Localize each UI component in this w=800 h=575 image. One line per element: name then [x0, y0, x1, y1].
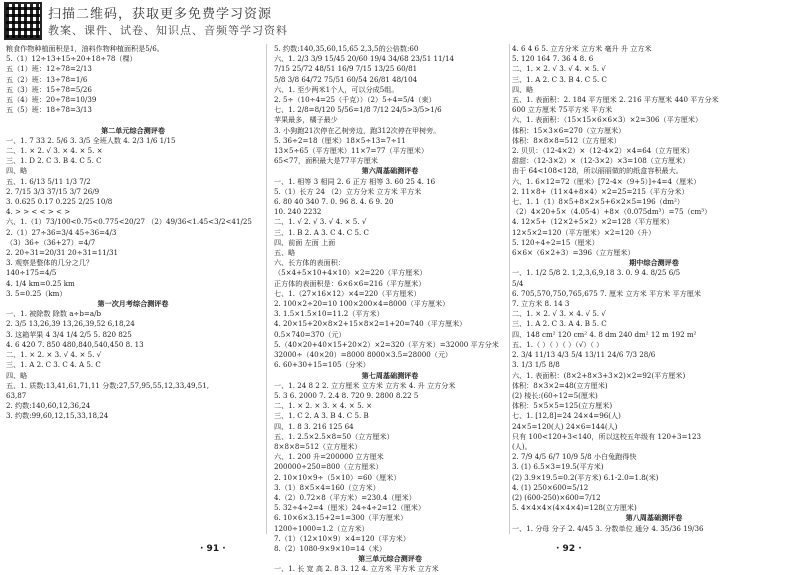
answer-line: 4. 12×5+（12×2+5×2）×2=128（平方厘米） — [512, 217, 674, 227]
section-heading: 第七周基础测评卷 — [361, 370, 419, 380]
answer-line: 四、略 — [6, 166, 28, 176]
answer-line: 24×5=120(人) 24×6=144(人) — [512, 421, 618, 431]
answer-line: 2. 7/15 3/3 37/15 3/7 26/9 — [6, 186, 100, 196]
answer-line: 2. 11×8+（11×4+8×4）×2=25=215（平方分米） — [512, 186, 689, 196]
answer-line: 一、1. 被除数 除数 a÷b=a/b — [6, 309, 102, 319]
answer-line: 8.（2）1080-9×9×10=14（米） — [274, 543, 387, 553]
section-heading: 第六周基础测评卷 — [361, 166, 419, 176]
answer-line: 8×8×8=512（立方厘米） — [274, 441, 362, 451]
answer-line: 三、1. A 2. C 3. A 4. B 5. C — [512, 319, 607, 329]
section-heading: 期中综合测评卷 — [629, 258, 679, 268]
answer-line: 13×5÷65（平方厘米）11×7=77（平方厘米） — [274, 146, 429, 156]
answer-line: 5. 120 164 7. 36 4 8. 6 — [512, 54, 594, 64]
answer-line: 0.5×740=370（元） — [274, 329, 346, 339]
answer-line: 只有 100<120+3<140，所以这校五年级有 120+3=123 — [512, 431, 701, 441]
answer-line: 10. 240 2232 — [274, 207, 322, 217]
answer-line: 一、1. 7 33 2. 5/6 3. 3/5 全班人数 4. 2/3 1/6 1/15 — [6, 135, 176, 145]
answer-line — [6, 115, 260, 125]
qr-code-icon — [4, 2, 42, 40]
answer-line: 六、1. 2/3 3/9 15/45 20/60 19/4 34/68 23/51 11/14 — [274, 54, 454, 64]
answer-line: 六、1. 表面积：(8×2+8×3+3×2)×2=92(平方厘米) — [512, 370, 686, 380]
answer-line: 三、1. A 2. C 3. B 4. C 5. C — [512, 74, 607, 84]
answer-line: 四、1. 8 3. 216 125 64 — [274, 421, 354, 431]
answer-line: 五、1.（ ）（ ）（ ）（√）（ ） — [512, 339, 604, 349]
answer-line: 3. 小狗跑21次停在乙树旁边，跑312次停在甲树旁。 — [274, 125, 441, 135]
answer-line: 二、1. × 2. × 3. × 4. × 5. × — [274, 401, 373, 411]
header-title: 扫描二维码，获取更多免费学习资源 — [48, 7, 273, 22]
page-number-left: · 91 · — [200, 544, 226, 554]
answer-line: 2. 3/4 11/13 4/3 5/4 13/11 24/6 7/3 28/6 — [512, 350, 656, 360]
column-divider — [509, 44, 510, 534]
answer-line: 5/8 3/8 64/72 75/51 60/54 26/81 48/104 — [274, 74, 418, 84]
answer-line: 5.（1）长方 24 （2）立方分米 立方米 平方米 — [274, 186, 422, 196]
answer-line: 3. 0.625 0.17 0.225 2/25 10/8 — [6, 197, 113, 207]
answer-line: 3. 1/3 1/5 8/8 — [512, 360, 560, 370]
answer-line: 由于 64<108<128，所以丽丽做的的纸盒容积最大。 — [512, 166, 683, 176]
answer-line: 1200÷1000=1.2（立方米） — [274, 523, 369, 533]
answer-line: 体积：8×8×8=512（立方厘米） — [512, 135, 621, 145]
answer-line: 四、前面 左面 上面 — [274, 237, 336, 247]
answer-column-right — [512, 44, 796, 544]
answer-line: 3. (1) 6.5×3=19.5(平方米) — [512, 462, 604, 472]
answer-line: 6. 705,570,750,765,675 7. 厘米 立方米 平方米 平方厘米 — [512, 288, 701, 298]
answer-line: 一、1. 长 宽 高 2. 8 3. 12 4. 立方米 平方米 立方米 — [274, 564, 439, 574]
answer-line: 二、1. × 2. × 3. √ 4. × 5. √ — [6, 350, 102, 360]
answer-line: 5/4 — [512, 278, 524, 288]
answer-line: 六、1.（1）73/100<0.75<0.775<20/27 （2）49/36<1.45<3/2<41/25 — [6, 217, 252, 227]
answer-line: 二、1. × 2. √ 3. √ 4. × 5. √ — [512, 64, 606, 74]
answer-line: 一、1. 相等 3 相同 2. 6 正方 相等 3. 60 25 4. 16 — [274, 176, 436, 186]
answer-line: 二、1. √ 2. √ 3. √ 4. × 5. √ — [274, 217, 367, 227]
answer-line: 5. 3 6. 2000 7. 2.4 8. 720 9. 2800 8.22 5 — [274, 390, 419, 400]
answer-line: 2. 贝贝：（12-4×2）×（12-4×2）×4=64（立方厘米） — [512, 146, 694, 156]
answer-line: 体积：15×3×6=270（立方厘米） — [512, 125, 626, 135]
answer-column-left — [6, 44, 260, 544]
answer-line: 苹果最多，橘子最少 — [274, 115, 338, 125]
answer-line: 12×5×2=120（平方厘米）×2=120（升） — [512, 227, 656, 237]
answer-line: 五（5）班：18÷78=3/13 — [6, 105, 92, 115]
answer-line: 三、1. B 2. A 3. C 4. C 5. C — [274, 227, 369, 237]
answer-line: (2) (600-250)×600=7/12 — [512, 492, 601, 502]
column-divider — [266, 44, 267, 534]
answer-line: 三、1. C 2. A 3. B 4. C 5. B — [274, 411, 369, 421]
answer-line: 三、1. A 2. C 3. C 4. A 5. C — [6, 360, 101, 370]
answer-line: 一、1. 24 8 2 2. 立方厘米 立方米 立方米 4. 升 立方分米 — [274, 380, 456, 390]
answer-line: 3. 观察是整体的几分之几？ — [6, 258, 94, 268]
answer-line: 七、1. 1（1）8×5+8×2×5+6×2×5=196（dm²） — [512, 197, 684, 207]
answer-line: 六、1. 200 升=200000 立方厘米 — [274, 452, 384, 462]
answer-line: 一、1. 分母 分子 2. 4/45 3. 分数单位 通分 4. 35/36 19/36 — [512, 523, 704, 533]
answer-line: 4. 6 4 6 5. 立方分米 立方米 毫升 升 立方米 — [512, 44, 652, 53]
answer-line: 五、略 — [274, 248, 296, 258]
answer-line: 5. 约数:140,35,60,15,65 2,3,5的公倍数:60 — [274, 44, 419, 53]
answer-line: 四、148 cm² 120 cm² 4. 8 dm 240 dm² 12 m 192 m² — [512, 329, 697, 339]
answer-line: (人)。 — [512, 441, 532, 451]
answer-line: 六、1. 6×12=72（厘米）[72-4×（9+5）]÷4=4（厘米） — [512, 176, 701, 186]
answer-line: 3. 约数:99,60,12,15,33,18,24 — [6, 411, 109, 421]
answer-line: 4. (1) 250×600=5/12 — [512, 482, 589, 492]
answer-line: 6. 60+30+15=105（分米） — [274, 360, 370, 370]
answer-line: 五、1. 2.5×2.5×8=50（立方厘米） — [274, 431, 394, 441]
answer-line: 4. 6 420 7. 850 480,840,540,450 8. 13 — [6, 339, 144, 349]
answer-line: 4. 1/4 km=0.25 km — [6, 278, 75, 288]
answer-line: 7. 立方米 8. 14 3 — [512, 299, 570, 309]
answer-line: 3. 这箱苹果 4 3/4 1/4 2/5 5. 820 825 — [6, 329, 132, 339]
answer-line: 体积：8×3×2=48(立方厘米) — [512, 380, 608, 390]
answer-line: 五（2）班：13÷78=1/6 — [6, 74, 88, 84]
section-heading: 第八周基础测评卷 — [625, 513, 683, 523]
page-number-right: · 92 · — [556, 544, 582, 554]
answer-line: 2. 10×10×9÷（5×10）=60（厘米） — [274, 472, 401, 482]
answer-line: 3. 5=0.25（km） — [6, 288, 67, 298]
answer-line: 五、1. 表面积：2. 184 平方厘米 2. 216 平方厘米 440 平方分米 — [512, 95, 719, 105]
answer-line: 63,87 — [6, 390, 27, 400]
answer-line: 四、略 — [6, 370, 28, 380]
answer-line: 正方体的表面积是：6×6×6=216（平方厘米） — [274, 278, 426, 288]
answer-line: 一、1. 1/2 5/8 2. 1,2,3,6,9,18 3. 0. 9 4. 8/25 6/5 — [512, 268, 681, 278]
answer-line: 七、1.（27×16×12）×4=220（平方厘米） — [274, 288, 421, 298]
answer-column-middle — [274, 44, 506, 574]
answer-line: 6. 10×6×3.15+2=1=300（平方厘米） — [274, 513, 408, 523]
answer-line: 140÷175=4/5 — [6, 268, 57, 278]
answer-line: 二、1. × 2. √ 3. × 4. × 5. × — [6, 146, 103, 156]
section-heading: 第一次月考综合测评卷 — [97, 299, 169, 309]
answer-line: （2）4×20+5×（4.05-4）+8×（0.075dm³）=75（cm³） — [512, 207, 712, 217]
answer-line: （3）36÷（36+27）=4/7 — [6, 237, 96, 247]
answer-line: 七、1. [12,8]=24 24×4=96(人) — [512, 411, 621, 421]
answer-line: 2. 3/5 13,26,39 13,26,39,52 6,18,24 — [6, 319, 135, 329]
answer-line: 32000÷（40×20）=8000 8000×3.5=28000（元） — [274, 350, 453, 360]
answer-line: 2. 约数:140,60,12,36,24 — [6, 401, 91, 411]
answer-line: 体积：5×5×5=125(立方厘米) — [512, 401, 613, 411]
answer-line: 4. 20×15+20×8×2+15×8×2=1+20=740（平方厘米） — [274, 319, 467, 329]
answer-line: 4. > > < < > < > — [6, 207, 71, 217]
page-header — [0, 0, 800, 42]
answer-line: 3.（1）8×5×4=160（立方米） — [274, 482, 380, 492]
answer-line: 2.（1）27÷36=3/4 45÷36=4/3 — [6, 227, 117, 237]
answer-line: 粮食作物种植面积是1，油料作物种植面积是5/6。 — [6, 44, 164, 53]
answer-line: 五（1）班：12÷78=2/13 — [6, 64, 92, 74]
answer-line: 5. 120÷4÷2=15（厘米） — [512, 237, 599, 247]
answer-line: 七、1. 2/8=8/120 5/56=1/8 7/12 24/5>3/5>1/6 — [274, 105, 442, 115]
answer-line: 六、1. 表面积：（15×15×6×6×3）×2=306（平方厘米） — [512, 115, 703, 125]
answer-line: 6×6×（6×2+3）=396（立方厘米） — [512, 248, 635, 258]
answer-line: 200000÷250=800（立方厘米） — [274, 462, 383, 472]
section-heading: 第三单元综合测评卷 — [358, 554, 422, 564]
answer-line: (2) 3.9×19.5=0.2(平方米) 6.1-2.0=1.8(米) — [512, 472, 659, 482]
answer-line: 7/15 25/72 48/51 16/9 7/15 13/25 60/81 — [274, 64, 418, 74]
answer-line: 五、1. 6/13 5/11 1/3 7/2 — [6, 176, 91, 186]
answer-line: 五、1. 质数:13,41,61,71,11 分数:27,57,95,55,12,33,49,51, — [6, 380, 210, 390]
answer-line: 4.（2）0.72×8（平方米）=230.4（厘米） — [274, 492, 416, 502]
answer-line: 7.（1）（12×10×9）×4=120（平方米） — [274, 533, 410, 543]
answer-line: 三、1. D 2. C 3. B 4. C 5. C — [6, 156, 102, 166]
answer-line: 二、1. × 2. √ 3. × 4. √ 5. √ — [512, 309, 606, 319]
answer-line: 2. 5÷（10÷4=25（千克））（2）5÷4=5/4（束） — [274, 95, 436, 105]
answer-line: 5.（1）12÷13+15÷20+18÷78（棵） — [6, 54, 137, 64]
answer-line: 6. 80 40 340 7. 0. 96 8. 4. 6 9. 20 — [274, 197, 394, 207]
answer-line: 2. 100×2÷20=10 100×200×4=8000（平方厘米） — [274, 299, 450, 309]
header-subtitle: 教案、课件、试卷、知识点、音频等学习资料 — [48, 24, 288, 37]
answer-line: 五（4）班：20÷78=10/39 — [6, 95, 97, 105]
answer-line: 5. 4×4×4×(4×4×4)=128(立方厘米) — [512, 503, 637, 513]
answer-line: 四、略 — [512, 84, 534, 94]
answer-line: 六、1. 至少两米1个人，可以分成5组。 — [274, 84, 399, 94]
answer-line: 5. 32÷4÷2=4（厘米）24÷4÷2=12（厘米） — [274, 503, 426, 513]
answer-line: 65<77，面积最大是77平方厘米 — [274, 156, 378, 166]
answer-line: 2. 7/9 4/5 6/7 10/9 5/8 小白兔跑得快 — [512, 452, 637, 462]
answer-line: (2) 棱长:(60÷12=5(厘米) — [512, 390, 598, 400]
answer-line: 甜甜：（12-3×2）×（12-3×2）×3=108（立方厘米） — [512, 156, 690, 166]
answer-line: 5. 36÷2=18（厘米）18×5÷13=7÷11 — [274, 135, 406, 145]
answer-line: 3. 1.5×1.5×10=11.2（平方米） — [274, 309, 384, 319]
answer-line: 2. 20÷31=20/31 20÷31=11/31 — [6, 248, 119, 258]
answer-line: （5×4+5×10+4×10）×2=220（平方厘米） — [274, 268, 427, 278]
answer-line: 五（3）班：15÷78=5/26 — [6, 84, 92, 94]
section-heading: 第二单元综合测评卷 — [101, 125, 165, 135]
answer-line: 600 立方厘米 75平方米 平方米 — [512, 105, 613, 115]
answer-line: 六、长方体的表面积： — [274, 258, 345, 268]
answer-line: 5.（40×20+40×15+20×2）×2=320（平方米）=32000 平方分米 — [274, 339, 499, 349]
